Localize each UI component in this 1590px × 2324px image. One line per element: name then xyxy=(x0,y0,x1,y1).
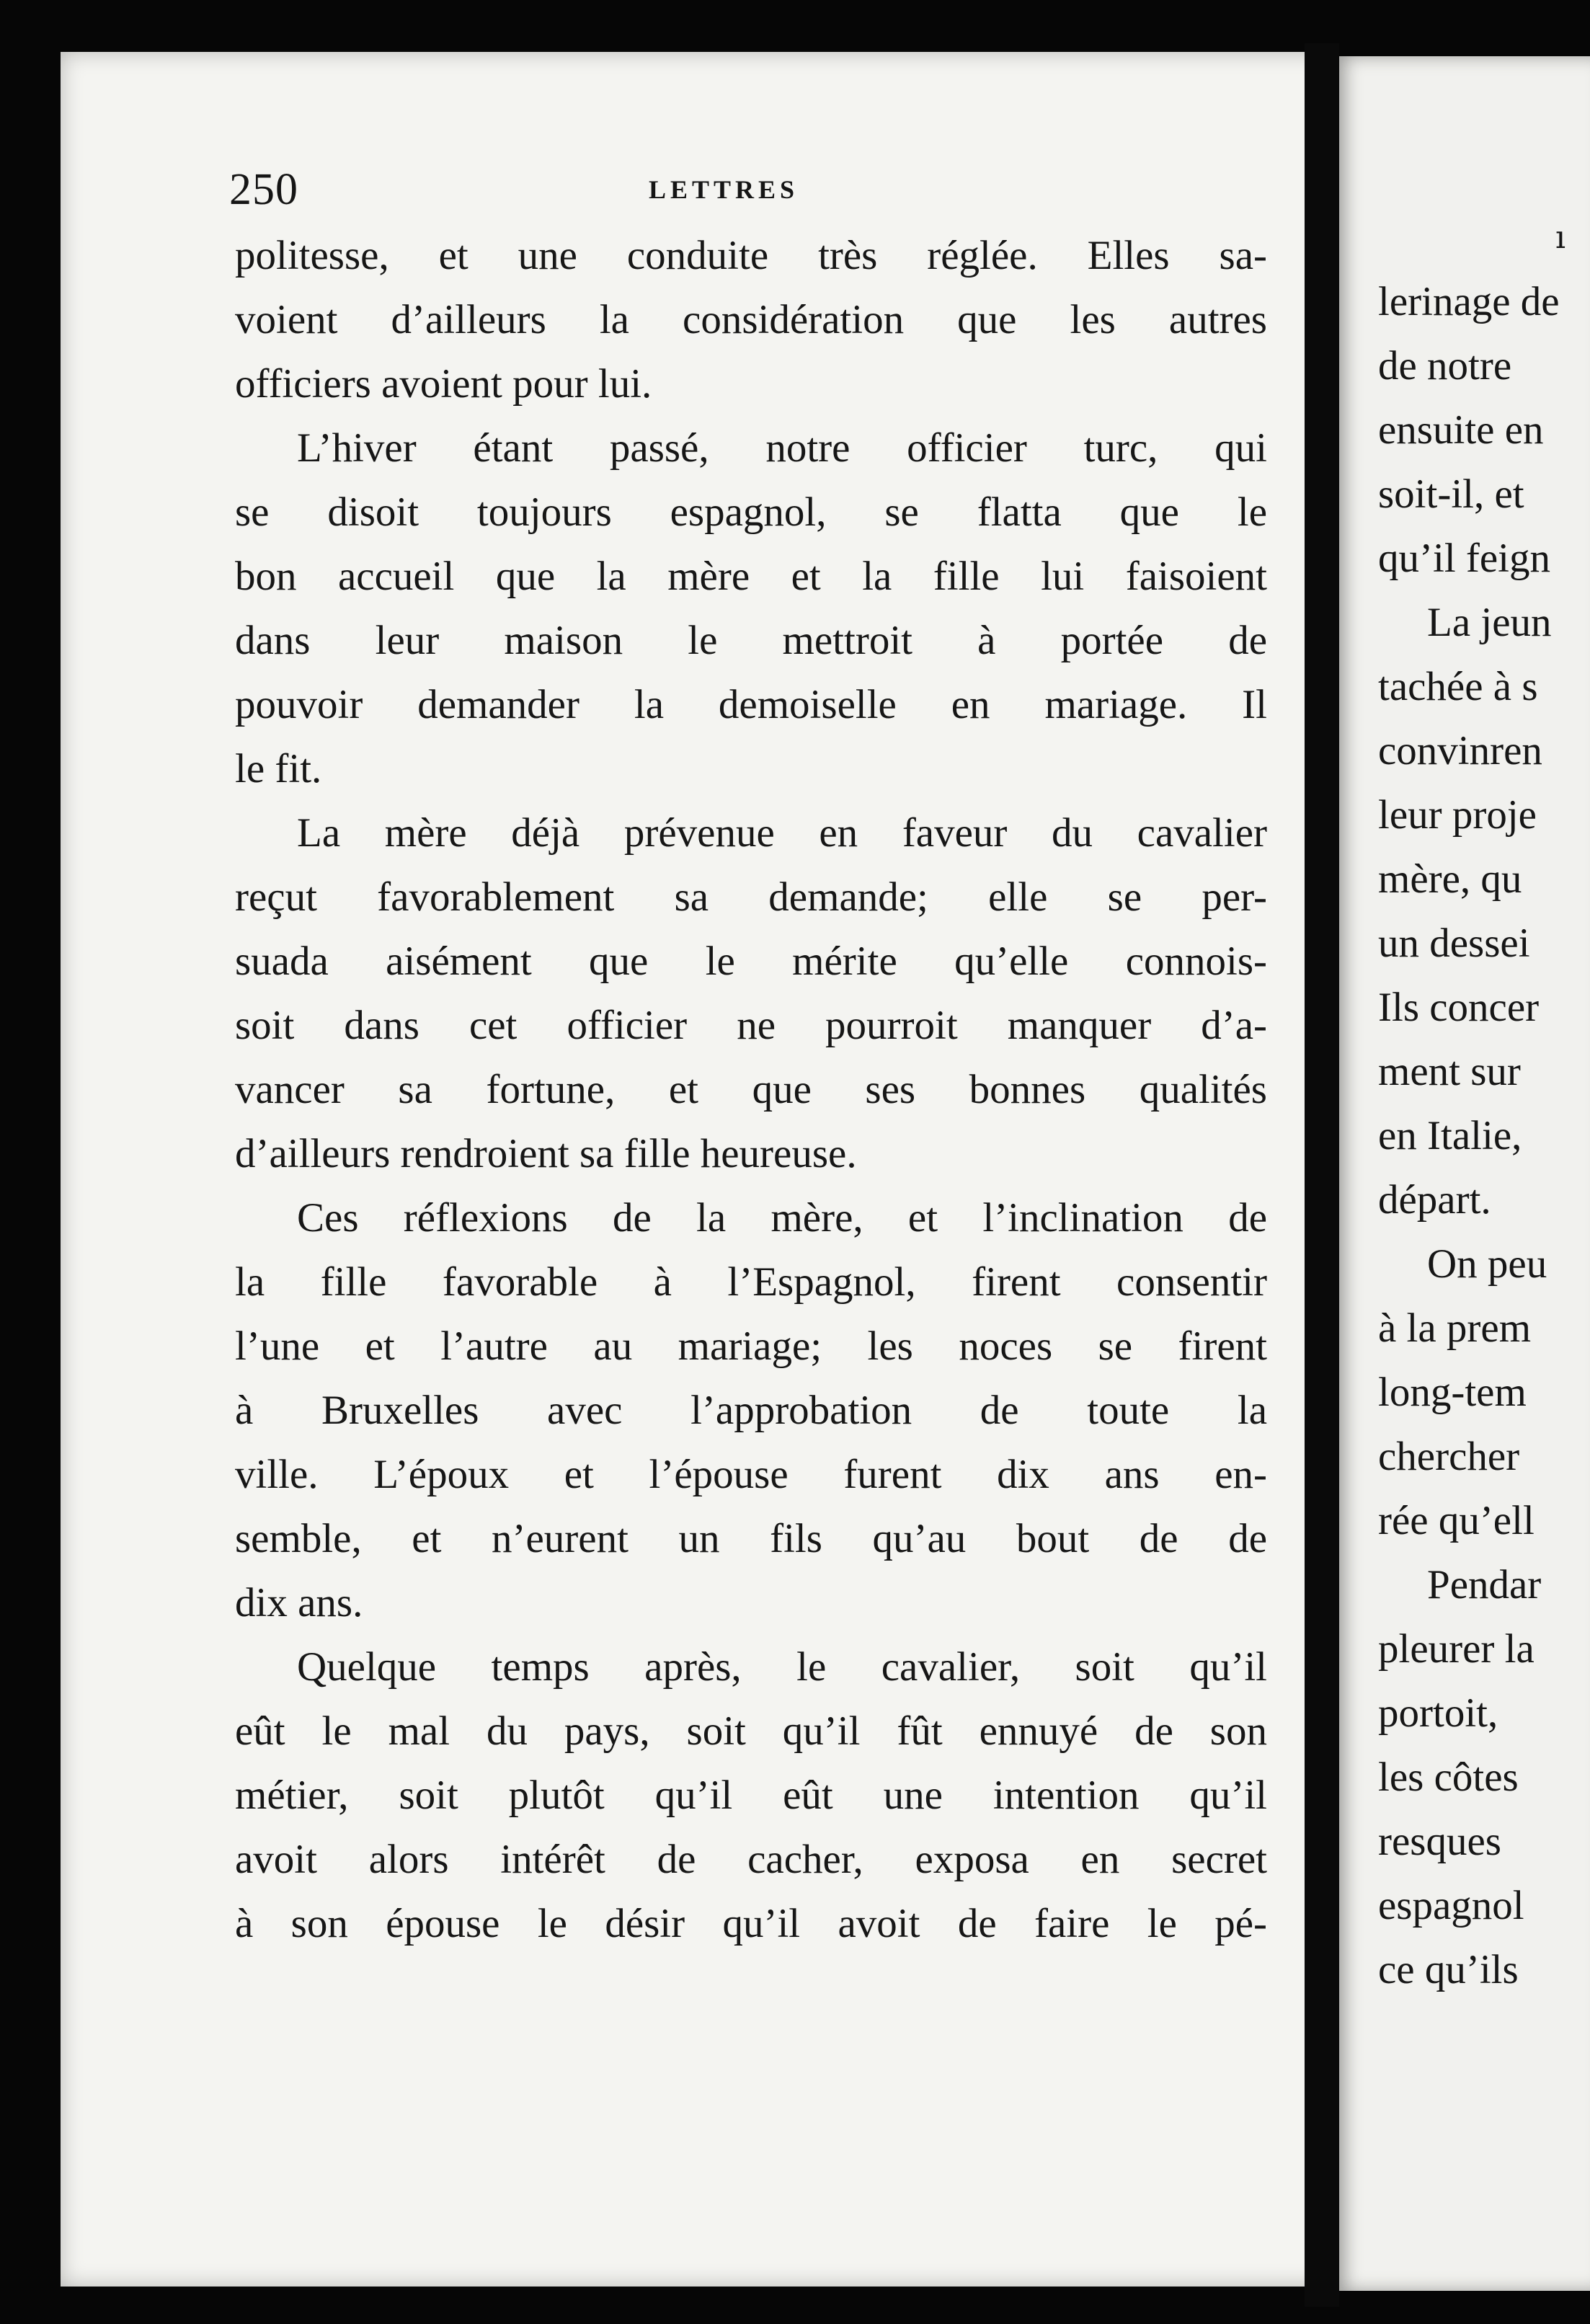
text-line: On peu xyxy=(1427,1241,1547,1287)
text-line: pouvoir demander la demoiselle en mariage. Il xyxy=(235,682,1267,727)
text-line: Quelque temps après, le cavalier, soit qu’il xyxy=(297,1644,1267,1690)
text-line: métier, soit plutôt qu’il eût une intention qu’il xyxy=(235,1773,1267,1818)
text-line: leur proje xyxy=(1378,792,1537,838)
text-line: voient d’ailleurs la considération que les autres xyxy=(235,297,1267,342)
text-line: la fille favorable à l’Espagnol, firent consentir xyxy=(235,1259,1267,1305)
text-line: chercher xyxy=(1378,1434,1520,1479)
text-line: Ils concer xyxy=(1378,985,1540,1030)
text-line: ville. L’époux et l’épouse furent dix ans en- xyxy=(235,1452,1267,1497)
text-line: resques xyxy=(1378,1819,1501,1864)
text-line: départ. xyxy=(1378,1177,1491,1223)
text-line: espagnol xyxy=(1378,1883,1524,1928)
right-page-running-head-fragment: ı xyxy=(1555,219,1566,256)
text-line: de notre xyxy=(1378,343,1512,389)
text-line: en Italie, xyxy=(1378,1113,1522,1158)
text-line: un dessei xyxy=(1378,921,1530,966)
text-line: dix ans. xyxy=(235,1580,363,1626)
text-line: convinren xyxy=(1378,728,1542,773)
text-line: rée qu’ell xyxy=(1378,1498,1535,1543)
text-line: d’ailleurs rendroient sa fille heureuse. xyxy=(235,1131,857,1176)
text-line: ensuite en xyxy=(1378,407,1544,453)
text-line: avoit alors intérêt de cacher, exposa en secret xyxy=(235,1837,1267,1882)
text-line: eût le mal du pays, soit qu’il fût ennuyé de son xyxy=(235,1708,1267,1754)
text-line: ment sur xyxy=(1378,1049,1521,1094)
text-line: le fit. xyxy=(235,746,322,791)
text-line: Pendar xyxy=(1427,1562,1542,1607)
text-line: à Bruxelles avec l’approbation de toute la xyxy=(235,1388,1267,1433)
text-line: officiers avoient pour lui. xyxy=(235,361,652,407)
text-line: long-tem xyxy=(1378,1370,1527,1415)
right-page xyxy=(1339,56,1590,2291)
text-line: se disoit toujours espagnol, se flatta que le xyxy=(235,489,1267,535)
text-line: Ces réflexions de la mère, et l’inclination de xyxy=(297,1195,1267,1241)
text-line: pleurer la xyxy=(1378,1626,1535,1672)
book-gutter xyxy=(1305,43,1339,2307)
text-line: vancer sa fortune, et que ses bonnes qualités xyxy=(235,1067,1267,1112)
text-line: mère, qu xyxy=(1378,856,1522,902)
right-page-text xyxy=(1378,270,1590,2002)
running-head: LETTRES xyxy=(649,175,799,204)
text-line: qu’il feign xyxy=(1378,536,1551,581)
text-line: La mère déjà prévenue en faveur du cavalier xyxy=(297,810,1267,856)
text-line: suada aisément que le mérite qu’elle connois- xyxy=(235,939,1267,984)
text-line: reçut favorablement sa demande; elle se per- xyxy=(235,874,1267,920)
text-line: bon accueil que la mère et la fille lui faisoient xyxy=(235,554,1267,599)
text-line: dans leur maison le mettroit à portée de xyxy=(235,618,1267,663)
text-line: ce qu’ils xyxy=(1378,1947,1519,1992)
text-line: à son épouse le désir qu’il avoit de faire le pé- xyxy=(235,1901,1267,1946)
text-line: soit dans cet officier ne pourroit manquer d’a- xyxy=(235,1003,1267,1048)
text-line: tachée à s xyxy=(1378,664,1538,709)
text-line: l’une et l’autre au mariage; les noces se firent xyxy=(235,1323,1267,1369)
text-line: soit-il, et xyxy=(1378,471,1524,517)
text-line: politesse, et une conduite très réglée. Elles sa- xyxy=(235,233,1267,278)
text-line: L’hiver étant passé, notre officier turc, qui xyxy=(297,425,1267,471)
left-page-body-text xyxy=(235,223,1267,1956)
page-number: 250 xyxy=(229,165,298,214)
text-line: à la prem xyxy=(1378,1305,1532,1351)
text-line: lerinage de xyxy=(1378,279,1560,324)
text-line: semble, et n’eurent un fils qu’au bout de de xyxy=(235,1516,1267,1561)
text-line: La jeun xyxy=(1427,600,1552,645)
text-line: les côtes xyxy=(1378,1755,1519,1800)
text-line: portoit, xyxy=(1378,1690,1498,1736)
